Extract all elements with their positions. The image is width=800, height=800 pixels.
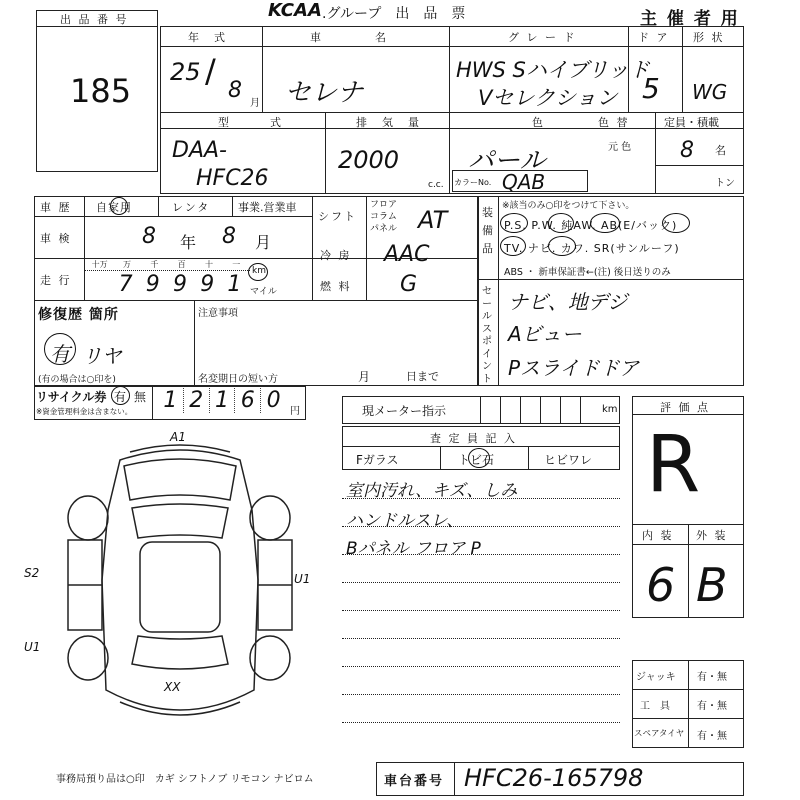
- ton-unit: トン: [715, 178, 735, 189]
- capacity-value: 8: [680, 138, 694, 163]
- inspection-label: 車 検: [40, 232, 72, 245]
- car-diagram: [40, 430, 330, 760]
- recycle-label: リサイクル券: [36, 390, 107, 404]
- hibi-label: ヒビワレ: [544, 453, 593, 467]
- tv-circle: [500, 236, 526, 256]
- column-label: コラム: [370, 212, 397, 222]
- exterior-score: B: [696, 558, 728, 612]
- spare-value: 有・無: [697, 731, 727, 742]
- recycle-digit: 2: [184, 388, 210, 413]
- inspection-year-unit: 年: [180, 233, 197, 252]
- recycle-digit: 6: [235, 388, 261, 413]
- year-slash: /: [205, 52, 216, 90]
- digit-label: 十: [204, 260, 213, 269]
- yen-unit: 円: [290, 406, 300, 417]
- digit-label: 万: [122, 260, 131, 269]
- digit-label: 百: [177, 260, 186, 269]
- displacement-value: 2000: [338, 146, 400, 174]
- private-use: 自家用: [96, 201, 132, 214]
- front-hood: [124, 459, 236, 500]
- chassis-label: 車台番号: [384, 774, 445, 789]
- repair-value: 有: [50, 342, 70, 366]
- year-label: 年 式: [188, 31, 227, 44]
- capacity-unit: 名: [715, 144, 726, 157]
- mileage-digit: 7: [118, 272, 133, 297]
- rear-window: [132, 636, 228, 669]
- grade-label: グ レ ー ド: [508, 31, 577, 44]
- navi-circle: [548, 236, 576, 256]
- km-circle: [248, 263, 268, 281]
- shape-value: WG: [692, 80, 728, 104]
- recycle-digit: 1: [158, 388, 184, 413]
- original-color-label: 元 色: [608, 142, 632, 153]
- sales-line-1: ナビ、地デジ: [508, 290, 628, 314]
- airbag-circle: [662, 213, 690, 233]
- month-unit: 月: [250, 98, 260, 109]
- panel-label: パネル: [370, 224, 398, 234]
- windshield: [132, 504, 228, 538]
- meter-km: km: [602, 404, 618, 415]
- inspection-month: 8: [222, 224, 236, 249]
- floor-label: フロア: [370, 200, 398, 210]
- color-value: パール: [468, 146, 546, 176]
- km-unit: km: [252, 266, 266, 276]
- private-circle: [110, 197, 128, 215]
- inspection-year: 8: [142, 224, 156, 249]
- interior-score: 6: [646, 558, 676, 612]
- year-value: 25: [170, 58, 201, 86]
- mileage-digit: 9: [145, 272, 160, 297]
- model-code-2: HFC26: [196, 166, 269, 191]
- sales-line-3: Pスライドドア: [508, 356, 639, 380]
- shift-label: シフト: [318, 210, 357, 223]
- door-label: ド ア: [638, 31, 670, 44]
- lot-label: 出 品 番 号: [60, 13, 129, 26]
- displacement-label: 排 気 量: [356, 116, 421, 129]
- aw-circle: [590, 213, 620, 233]
- tools-label: 工 具: [640, 701, 670, 712]
- ac-value: AAC: [384, 242, 430, 267]
- ps-circle: [500, 213, 528, 233]
- recycle-digit: 1: [210, 388, 236, 413]
- wheel-front-left: [68, 496, 108, 540]
- sales-point-label: セ ー ル ス ポ イ ン ト: [482, 286, 492, 385]
- tobi-circle: [468, 448, 490, 468]
- recycle-digit: 0: [266, 388, 281, 413]
- name-label: 車 名: [310, 31, 388, 44]
- cc-unit: c.c.: [428, 180, 444, 190]
- mile-unit: マイル: [250, 287, 277, 297]
- jack-label: ジャッキ: [636, 672, 676, 683]
- due-month: 月: [358, 370, 371, 384]
- repair-note: (有の場合は○印を): [38, 375, 116, 385]
- inspector-note-3: Bパネル フロア P: [346, 539, 481, 559]
- inspection-month-unit: 月: [255, 233, 272, 252]
- ac-label: 冷 房: [320, 249, 352, 262]
- grade-line-1: HWS Sハイブリッド: [456, 58, 650, 82]
- business-label: 事業.営業車: [238, 201, 297, 214]
- score-label: 評 価 点: [660, 401, 710, 414]
- notes-label: 注意事項: [198, 308, 238, 319]
- fuel-label: 燃 料: [320, 280, 352, 293]
- shape-label: 形 状: [693, 31, 725, 44]
- equipment-line-1: P.S. P.W. 純AW. AB(E/バック): [504, 219, 678, 232]
- diagram-note-rear: XX: [164, 680, 181, 694]
- due-day: 日まで: [406, 370, 439, 383]
- car-body: [102, 450, 258, 710]
- mileage-digit: 1: [227, 272, 242, 297]
- chassis-number: HFC26-165798: [464, 764, 644, 792]
- diagram-note-front: A1: [170, 430, 186, 444]
- sales-line-2: Aビュー: [508, 322, 582, 346]
- equipment-note: ※該当のみ○印をつけて下さい。: [502, 201, 635, 211]
- spare-label: スペアタイヤ: [634, 729, 685, 739]
- equipment-line-3: ABS ・ 新車保証書←(注) 後日送りのみ: [504, 267, 671, 278]
- inspector-note-2: ハンドルスレ、: [346, 511, 464, 531]
- mileage-label: 走 行: [40, 274, 72, 287]
- host-label: 主 催 者 用: [640, 9, 740, 29]
- inspector-note-1: 室内汚れ、キズ、しみ: [346, 481, 518, 501]
- digit-label: 一: [232, 260, 241, 269]
- history-label: 車 歴: [40, 201, 72, 214]
- fuel-value: G: [400, 272, 418, 297]
- equipment-label: 装 備 品: [482, 206, 493, 255]
- keys-note: 事務局預り品は○印 カギ シフトノブ リモコン ナビロム: [56, 774, 314, 785]
- equipment-line-2: TV. ナビ. カワ. SR(サンルーフ): [504, 242, 680, 255]
- color-number-value: QAB: [502, 170, 546, 194]
- diagram-note-left-lower: U1: [24, 640, 41, 654]
- repair-location: リヤ: [82, 344, 122, 368]
- rental-label: レンタ: [172, 201, 211, 214]
- diagram-note-left: S2: [24, 566, 40, 580]
- tobi-label: トビ石: [458, 453, 495, 467]
- digit-label: 十万: [91, 260, 108, 269]
- recycle-nashi: 無: [134, 390, 147, 404]
- door-value: 5: [642, 72, 660, 105]
- mileage-digit-labels: [86, 259, 250, 270]
- shift-value: AT: [418, 206, 448, 234]
- model-code-1: DAA-: [172, 138, 227, 163]
- lot-number: 185: [70, 72, 132, 110]
- repair-label: 修復歴 箇所: [38, 307, 119, 323]
- front-bumper: [130, 445, 230, 452]
- score-value: R: [646, 420, 701, 510]
- color-label: 色: [532, 116, 545, 129]
- mileage-digit: 9: [173, 272, 187, 297]
- roof: [140, 542, 220, 632]
- color-change-label: 色 替: [598, 116, 630, 129]
- pw-circle: [548, 213, 574, 233]
- digit-label: 千: [150, 260, 159, 269]
- exterior-label: 外 装: [696, 529, 728, 542]
- recycle-ari: 有: [114, 390, 127, 404]
- model-label: 型 式: [218, 116, 283, 129]
- recycle-ari-circle: [111, 386, 130, 405]
- form-title: .グループ 出 品 票: [322, 6, 466, 22]
- diagram-note-right: U1: [294, 572, 311, 586]
- interior-label: 内 装: [642, 529, 674, 542]
- grade-line-2: Vセレクション: [478, 86, 618, 110]
- inspector-label: 査 定 員 記 入: [430, 432, 517, 445]
- mileage-digit: 9: [200, 272, 215, 297]
- jack-value: 有・無: [697, 672, 727, 683]
- capacity-label: 定員・積載: [664, 116, 719, 129]
- meter-label: 現メーター指示: [362, 404, 447, 418]
- recycle-note: ※資金管理料金は含まない。: [36, 407, 133, 416]
- recycle-amount: [158, 388, 286, 413]
- due-label: 名変期日の短い方: [198, 374, 278, 385]
- glass-label: Fガラス: [356, 453, 399, 467]
- tools-value: 有・無: [697, 701, 727, 712]
- car-name: セレナ: [285, 78, 364, 108]
- color-number-label: カラーNo.: [454, 178, 492, 187]
- wheel-front-right: [250, 496, 290, 540]
- logo: KCAA: [268, 0, 322, 21]
- repair-circle: [44, 333, 76, 365]
- month-value: 8: [228, 78, 242, 103]
- wheel-rear-left: [68, 636, 108, 680]
- mileage-digits: [112, 272, 248, 297]
